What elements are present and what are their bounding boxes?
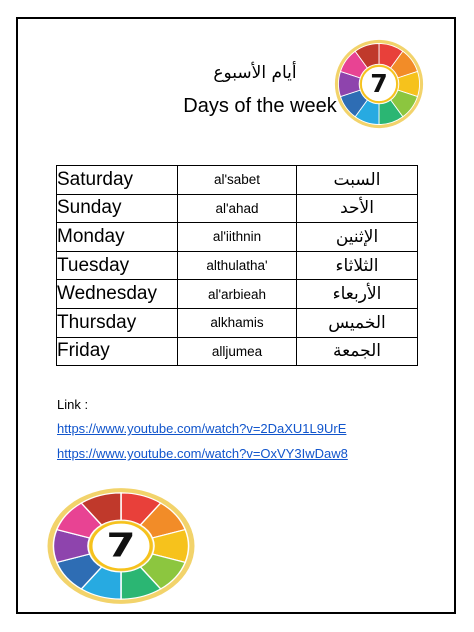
day-transliteration: althulatha': [178, 251, 297, 280]
youtube-link-2[interactable]: https://www.youtube.com/watch?v=OxVY3IwDaw8: [57, 446, 348, 461]
day-english: Saturday: [57, 166, 178, 195]
table-row: [57, 280, 418, 309]
link-label: Link :: [57, 397, 89, 412]
wheel-number: 7: [106, 526, 136, 565]
day-arabic: الإثنين: [297, 223, 418, 252]
day-english: Friday: [57, 337, 178, 366]
table-row: [57, 308, 418, 337]
day-transliteration: alljumea: [178, 337, 297, 366]
day-english: Wednesday: [57, 280, 178, 309]
day-transliteration: al'arbieah: [178, 280, 297, 309]
day-arabic: السبت: [297, 166, 418, 195]
table-row: [57, 337, 418, 366]
days-wheel-small-image: [334, 39, 424, 129]
day-arabic: الأربعاء: [297, 280, 418, 309]
day-arabic: الثلاثاء: [297, 251, 418, 280]
day-english: Monday: [57, 223, 178, 252]
days-wheel-large-image: [46, 487, 196, 605]
table-row: [57, 251, 418, 280]
day-english: Sunday: [57, 194, 178, 223]
english-title: Days of the week: [183, 95, 337, 117]
day-transliteration: alkhamis: [178, 308, 297, 337]
day-english: Thursday: [57, 308, 178, 337]
day-transliteration: al'sabet: [178, 166, 297, 195]
youtube-link-1[interactable]: https://www.youtube.com/watch?v=2DaXU1L9UrE: [57, 421, 347, 436]
day-transliteration: al'iithnin: [178, 223, 297, 252]
wheel-number: 7: [370, 69, 388, 99]
arabic-title: أيام الأسبوع: [213, 63, 297, 83]
days-table: [56, 165, 418, 366]
table-row: [57, 166, 418, 195]
table-row: [57, 223, 418, 252]
day-english: Tuesday: [57, 251, 178, 280]
day-transliteration: al'ahad: [178, 194, 297, 223]
day-arabic: الجمعة: [297, 337, 418, 366]
day-arabic: الخميس: [297, 308, 418, 337]
day-arabic: الأحد: [297, 194, 418, 223]
table-row: [57, 194, 418, 223]
